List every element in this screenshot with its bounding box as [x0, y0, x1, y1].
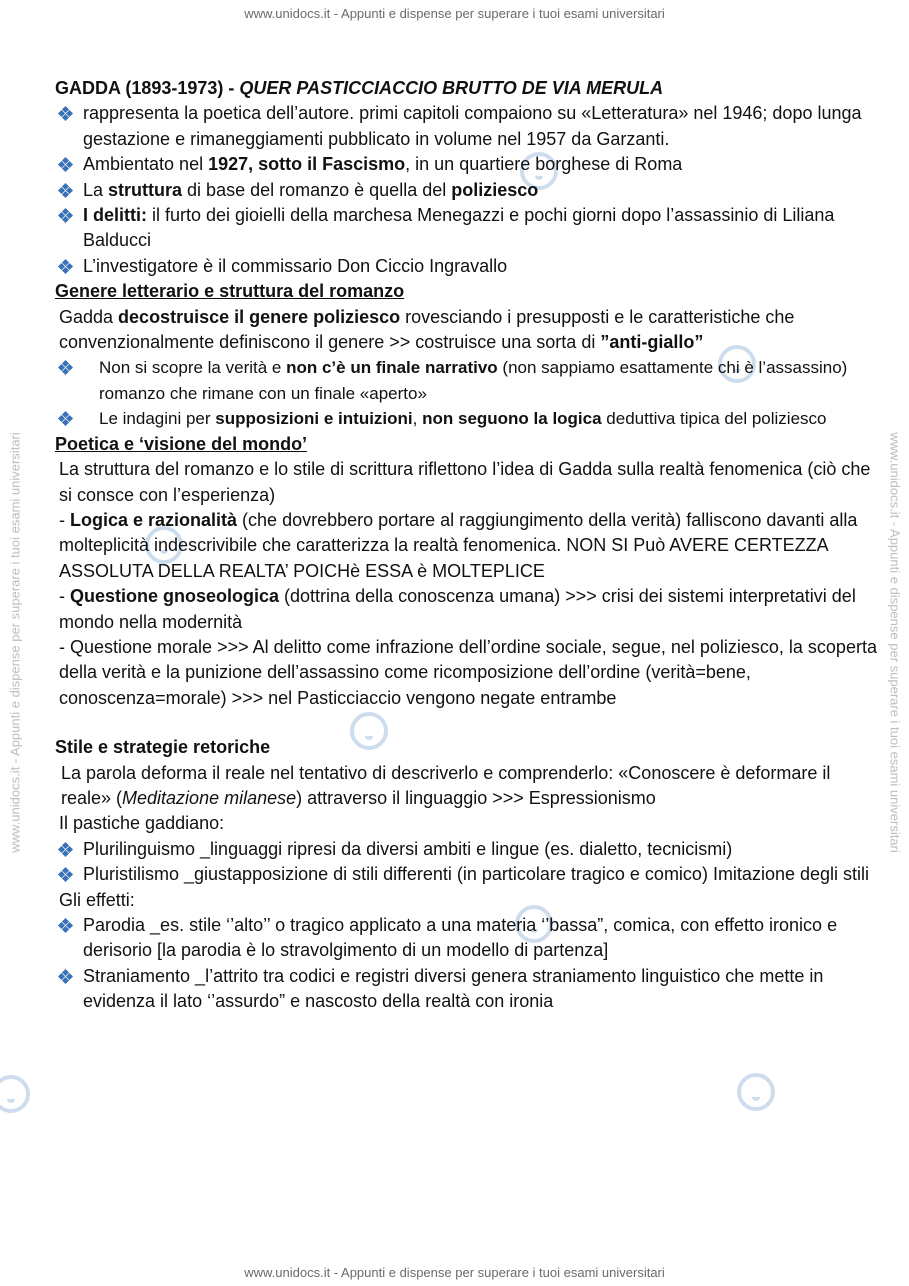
effetti-label: Gli effetti:: [59, 889, 135, 910]
watermark-right: www.unidocs.it - Appunti e dispense per superare i tuoi esami universitari: [887, 432, 903, 853]
watermark-left: www.unidocs.it - Appunti e dispense per superare i tuoi esami universitari: [7, 432, 23, 853]
watermark-top: www.unidocs.it - Appunti e dispense per superare i tuoi esami universitari: [244, 6, 665, 21]
list-item: I delitti: il furto dei gioielli della marchesa Menegazzi e pochi giorni dopo l’assassinio di Liliana Balducci: [55, 203, 885, 254]
diamond-bullet-icon: [59, 970, 72, 983]
poetica-paragraph: La struttura del romanzo e lo stile di scrittura riflettono l’idea di Gadda sulla realtà fenomenica (ciò che si consce con l’esperienza): [59, 459, 871, 505]
list-item: La struttura di base del romanzo è quella del poliziesco: [55, 178, 885, 203]
diamond-bullet-icon: [59, 209, 72, 222]
diamond-bullet-icon: [59, 843, 72, 856]
section-heading-poetica: Poetica e ‘visione del mondo’: [55, 433, 308, 454]
diamond-bullet-icon: [59, 158, 72, 171]
list-item: Ambientato nel 1927, sotto il Fascismo, in un quartiere borghese di Roma: [55, 152, 885, 177]
genere-paragraph: Gadda decostruisce il genere poliziesco rovesciando i presupposti e le caratteristiche che convenzionalmente definiscono il genere >> costruisce una sorta di ”anti-giallo”: [59, 306, 795, 353]
pastiche-label: Il pastiche gaddiano:: [59, 813, 225, 834]
list-item: Plurilinguismo _linguaggi ripresi da diversi ambiti e lingue (es. dialetto, tecnicismi): [55, 837, 885, 862]
diamond-bullet-icon: [59, 412, 72, 425]
diamond-bullet-icon: [59, 919, 72, 932]
list-item: L’investigatore è il commissario Don Ciccio Ingravallo: [55, 254, 885, 279]
poetica-paragraph: - Questione gnoseologica (dottrina della conoscenza umana) >>> crisi dei sistemi interpretativi del mondo nella modernità: [59, 586, 856, 632]
stile-paragraph: La parola deforma il reale nel tentativo di descriverlo e comprenderlo: «Conoscere è deformare il reale» (Meditazione milanese) attraverso il linguaggio >>> Espressionismo: [61, 762, 831, 808]
unidocs-logo-icon: [737, 1073, 775, 1111]
diamond-bullet-icon: [59, 107, 72, 120]
list-item: Le indagini per supposizioni e intuizioni, non seguono la logica deduttiva tipica del poliziesco: [55, 406, 885, 431]
page-title: GADDA (1893-1973) - QUER PASTICCIACCIO BRUTTO DE VIA MERULA: [55, 78, 664, 98]
list-item: Straniamento _l’attrito tra codici e registri diversi genera straniamento linguistico che mette in evidenza il lato ‘’assurdo” e nascosto della realtà con ironia: [55, 964, 885, 1015]
poetica-paragraph: - Questione morale >>> Al delitto come infrazione dell’ordine sociale, segue, nel poliziesco, la scoperta della verità e la punizione dell’assassino come ricomposizione dell’ordine (verità=bene, conoscenza=morale) >>> nel Pasticciaccio vengono negate entrambe: [59, 636, 877, 708]
watermark-bottom: www.unidocs.it - Appunti e dispense per superare i tuoi esami universitari: [244, 1265, 665, 1280]
document-body: [55, 76, 885, 1015]
section-heading-stile: Stile e strategie retoriche: [55, 737, 271, 758]
poetica-paragraph: - Logica e razionalità (che dovrebbero portare al raggiungimento della verità) falliscono davanti alla molteplicità indescrivibile che caratterizza la realtà fenomenica. NON SI Può AVERE CERTEZZA ASSOLUTA DELLA REALTA’ POICHè ESSA è MOLTEPLICE: [59, 509, 858, 581]
list-item: rappresenta la poetica dell’autore. primi capitoli compaiono su «Letteratura» nel 1946; dopo lunga gestazione e rimaneggiamenti pubblicato in volume nel 1957 da Garzanti.: [55, 101, 885, 152]
list-item: Parodia _es. stile ‘’alto’’ o tragico applicato a una materia ‘’bassa”, comica, con effetto ironico e derisorio [la parodia è lo stravolgimento di un modello di partenza]: [55, 913, 885, 964]
unidocs-logo-icon: [0, 1075, 30, 1113]
diamond-bullet-icon: [59, 184, 72, 197]
list-item: Pluristilismo _giustapposizione di stili differenti (in particolare tragico e comico) Imitazione degli stili: [55, 862, 885, 887]
diamond-bullet-icon: [59, 260, 72, 273]
intro-list: [55, 101, 885, 279]
diamond-bullet-icon: [59, 361, 72, 374]
section-heading-genere: Genere letterario e struttura del romanzo: [55, 281, 405, 302]
list-item: Non si scopre la verità e non c’è un finale narrativo (non sappiamo esattamente chi è l’assassino) romanzo che rimane con un finale «aperto»: [55, 355, 885, 406]
diamond-bullet-icon: [59, 868, 72, 881]
